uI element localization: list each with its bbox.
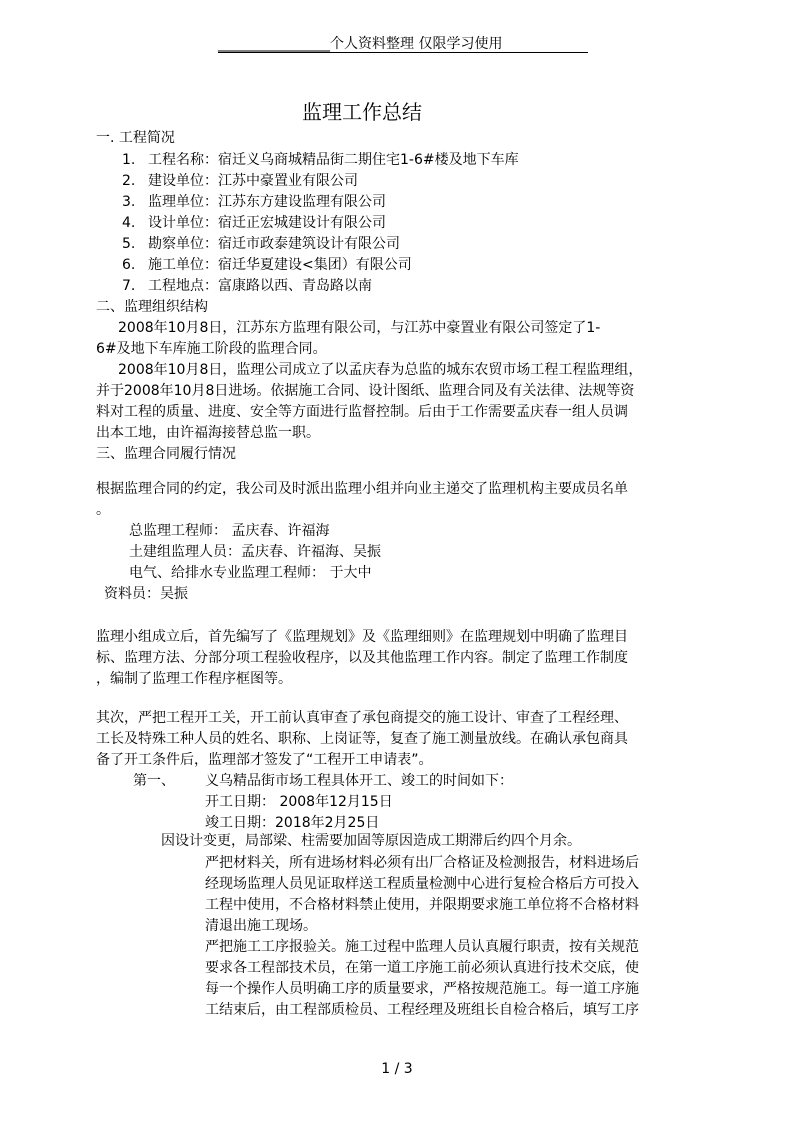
paragraph-line: 料对工程的质量、进度、安全等方面进行监督控制。后由于工作需要孟庆春一组人员调 [96, 404, 628, 420]
overview-item [122, 192, 386, 212]
paragraph-line: 备了开工条件后，监理部才签发了“工程开工申请表”。 [96, 752, 433, 768]
paragraph-line: 监理小组成立后，首先编写了《监理规划》及《监理细则》在监理规划中明确了监理目 [96, 629, 628, 645]
staff-documents: 资料员：吴振 [104, 586, 188, 602]
paragraph-line: 标、监理方法、分部分项工程验收程序，以及其他监理工作内容。制定了监理工作制度 [96, 650, 628, 666]
paragraph-line: 工程中使用，不合格材料禁止使用，并限期要求施工单位将不合格材料 [205, 897, 639, 913]
item-number: 5. [122, 236, 136, 252]
staff-civil: 土建组监理人员：孟庆春、许福海、吴振 [129, 544, 381, 560]
item-number: 2. [122, 173, 136, 189]
paragraph-line: 清退出施工现场。 [205, 918, 317, 934]
paragraph-line: 2008年10月8日，江苏东方监理有限公司，与江苏中豪置业有限公司签定了1- [118, 320, 601, 336]
paragraph-line: 根据监理合同的约定，我公司及时派出监理小组并向业主递交了监理机构主要成员名单 [96, 481, 628, 497]
header-rule [218, 52, 588, 53]
overview-item [122, 276, 372, 296]
staff-chief-engineer: 总监理工程师： 孟庆春、许福海 [129, 523, 330, 539]
paragraph-line: 严把施工工序报验关。施工过程中监理人员认真履行职责，按有关规范 [205, 939, 639, 955]
item-text: 勘察单位：宿迁市政泰建筑设计有限公司 [148, 236, 400, 252]
paragraph-line: 工长及特殊工种人员的姓名、职称、上岗证等，复查了施工测量放线。在确认承包商具 [96, 731, 628, 747]
paragraph-line: 6#及地下车库施工阶段的监理合同。 [96, 341, 327, 357]
paragraph-line: 其次，严把工程开工关，开工前认真审查了承包商提交的施工设计、审查了工程经理、 [96, 710, 628, 726]
document-title: 监理工作总结 [302, 100, 422, 124]
overview-item [122, 150, 519, 170]
paragraph-line: 。 [96, 502, 110, 518]
delay-note: 因设计变更，局部梁、柱需要加固等原因造成工期滞后约四个月余。 [161, 833, 581, 849]
item-text: 建设单位：江苏中豪置业有限公司 [148, 173, 358, 189]
paragraph-line: 2008年10月8日，监理公司成立了以孟庆春为总监的城东农贸市场工程工程监理组， [118, 362, 643, 378]
item-number: 1. [122, 152, 136, 168]
paragraph-line: 并于2008年10月8日进场。依据施工合同、设计图纸、监理合同及有关法律、法规等资 [96, 383, 635, 399]
paragraph-line: 经现场监理人员见证取样送工程质量检测中心进行复检合格后方可投入 [205, 876, 639, 892]
paragraph-line: 工结束后，由工程部质检员、工程经理及班组长自检合格后，填写工序 [205, 1002, 639, 1018]
item-number: 3. [122, 194, 136, 210]
staff-mep: 电气、给排水专业监理工程师： 于大中 [129, 565, 372, 581]
item-number: 6. [122, 257, 136, 273]
page-header: ________________个人资料整理 仅限学习使用 [218, 36, 503, 52]
item-number: 7. [122, 278, 136, 294]
paragraph-line: 要求各工程部技术员，在第一道工序施工前必须认真进行技术交底，使 [205, 960, 639, 976]
paragraph-line: 每一个操作人员明确工序的质量要求，严格按规范施工。每一道工序施 [205, 981, 639, 997]
overview-item [122, 234, 400, 254]
completion-date: 竣工日期：2018年2月25日 [205, 815, 380, 831]
item-text: 施工单位：宿迁华夏建设<集团）有限公司 [148, 257, 412, 273]
paragraph-line: ，编制了监理工作程序框图等。 [96, 671, 292, 687]
list-text: 义乌精品街市场工程具体开工、竣工的时间如下： [205, 773, 513, 789]
section-heading-organization: 二、监理组织结构 [96, 299, 208, 315]
item-number: 4. [122, 215, 136, 231]
item-text: 工程地点：富康路以西、青岛路以南 [148, 278, 372, 294]
start-date: 开工日期： 2008年12月15日 [205, 794, 393, 810]
overview-item [122, 255, 412, 275]
overview-item [122, 213, 386, 233]
paragraph-line: 出本工地，由许福海接替总监一职。 [96, 425, 320, 441]
paragraph-line: 严把材料关，所有进场材料必须有出厂合格证及检测报告，材料进场后 [205, 855, 639, 871]
list-label: 第一、 [133, 773, 175, 789]
page-number: 1 / 3 [381, 1061, 413, 1077]
section-heading-overview: 一. 工程简况 [96, 130, 175, 146]
item-text: 工程名称：宿迁义乌商城精品街二期住宅1-6#楼及地下车库 [148, 152, 519, 168]
section-heading-contract: 三、监理合同履行情况 [96, 446, 236, 462]
item-text: 监理单位：江苏东方建设监理有限公司 [148, 194, 386, 210]
item-text: 设计单位：宿迁正宏城建设计有限公司 [148, 215, 386, 231]
overview-item [122, 171, 358, 191]
